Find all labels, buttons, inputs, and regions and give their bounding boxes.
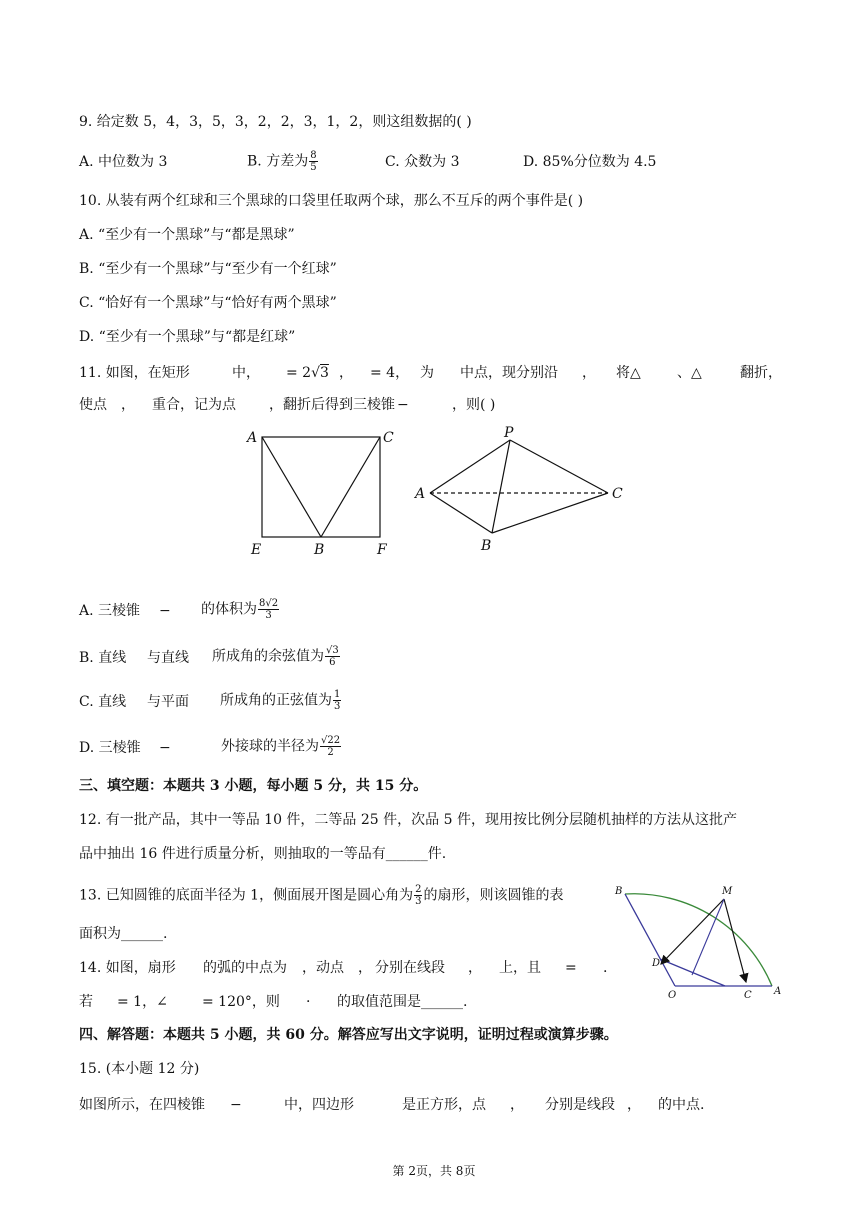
q9-option-b-text: B. 方差为 [247,153,309,170]
q11-s6: 为 [420,365,434,381]
fold-line-ab [262,437,321,537]
page-footer: 第 2页，共 8页 [392,1164,476,1178]
q11-s4: ， [339,365,353,381]
q11-opt-a-post [201,598,280,621]
fold-line-cb [321,437,380,537]
q14-l1f: ， [468,960,482,976]
radius-ob [625,894,675,986]
q13-fraction [414,884,422,907]
label-c: C [383,430,394,446]
q11-option-c [79,689,479,715]
fraction-denominator: 3 [265,610,272,621]
q12-line1: 12. 有一批产品，其中一等品 10 件，二等品 25 件，次品 5 件，现用按比例分层随机抽样的方法从这批产 [79,812,737,828]
q14-l2d: · [306,994,311,1010]
q11-opt-b-post [212,645,341,668]
q11-s11: 翻折， [740,365,782,381]
q11-opt-c-post-text: 所成角的正弦值为 [220,692,332,709]
q11-opt-b-post-text: 所成角的余弦值为 [212,648,324,665]
section-4-heading: 四、解答题：本题共 5 小题，共 60 分。解答应写出文字说明，证明过程或演算步骤。 [79,1027,618,1043]
q11-stem-line1 [79,363,782,383]
q11-option-b [79,645,479,671]
q11-opt-a-fraction [258,598,279,621]
q13-l1-pre: 13. 已知圆锥的底面半径为 1，侧面展开图是圆心角为 [79,887,414,904]
q15-heading: 15. (本小题 12 分) [79,1061,200,1077]
q15-l1b: − [230,1097,242,1113]
q14-line2 [79,992,619,1012]
q11-s8: ， [582,365,596,381]
q14-l1b: 的弧的中点为 [203,960,287,976]
fraction-numerator: √3 [326,645,339,656]
q15-l1f: 分别是线段 [545,1097,615,1113]
fraction-numerator: 8 [310,150,317,161]
fraction-denominator: 6 [329,657,336,668]
q11-opt-c-pre: C. 直线 [79,694,127,710]
q11-l2e: − [397,397,409,413]
segment-m-inner [692,899,724,975]
edge-ab [430,493,492,533]
q11-l2d: ，翻折后得到三棱锥 [269,397,395,413]
q11-opt-d-dash: − [159,740,171,756]
q13-line1 [79,884,563,907]
sector-arc [625,894,772,986]
q11-s10: 、△ [677,365,702,381]
label-b: B [481,538,492,554]
rectangle-outline [262,437,380,537]
q9-stem: 9. 给定数 5，4，3，5，3，2，2，3，1，2，则这组数据的( ) [79,114,472,130]
label-o: O [668,990,677,1001]
q11-opt-c-post [220,689,342,712]
q10-option-a: A. “至少有一个黑球”与“都是黑球” [79,227,295,243]
sqrt-sign: √ [311,365,321,381]
q10-stem: 10. 从装有两个红球和三个黑球的口袋里任取两个球，那么不互斥的两个事件是( ) [79,193,584,209]
q11-opt-c-mid: 与平面 [147,694,189,710]
label-a: A [415,486,426,502]
q11-l2b: ， [121,397,135,413]
q11-opt-d-post [221,735,342,758]
q14-l2a: 若 [79,994,93,1010]
q11-s1: 11. 如图，在矩形 [79,365,190,381]
q14-l1g: 上，且 [499,960,541,976]
q14-l1c: ，动点 [302,960,344,976]
q11-opt-d-post-text: 外接球的半径为 [221,738,319,755]
q11-opt-d-pre: D. 三棱锥 [79,740,141,756]
q9-option-b [247,150,319,173]
label-a: A [247,430,258,446]
label-m: M [722,886,733,897]
q11-rectangle-figure [240,425,410,565]
edge-pc [510,440,608,493]
q15-line1 [79,1095,739,1115]
q11-s3 [286,363,329,383]
q11-option-a [79,598,479,624]
label-p: P [504,425,514,441]
label-d: D [652,958,661,969]
q11-l2c: 重合，记为点 [152,397,236,413]
q14-l1i: . [603,960,608,976]
q15-l1a: 如图所示，在四棱锥 [79,1097,205,1113]
q11-opt-b-fraction [325,645,340,668]
q11-option-d [79,735,479,761]
q14-l1d: ， [358,960,372,976]
q11-l2f: ，则( ) [452,397,496,413]
q14-l1h: = [565,960,577,976]
vector-md [661,899,724,964]
edge-ap [430,440,510,493]
label-f: F [377,542,387,558]
q14-sector-figure [612,882,792,1007]
edge-pb [492,440,510,533]
q11-opt-a-pre: A. 三棱锥 [79,603,141,619]
label-c: C [612,486,623,502]
fraction-numerator: √22 [321,735,341,746]
q10-option-c: C. “恰好有一个黑球”与“恰好有两个黑球” [79,295,337,311]
q9-option-d: D. 85%分位数为 4.5 [523,154,657,170]
fraction-denominator: 2 [327,747,334,758]
fraction-numerator: 2 [415,884,422,895]
edge-bc [492,493,608,533]
q11-opt-c-fraction [333,689,341,712]
fraction-numerator: 1 [334,689,341,700]
q11-tetrahedron-figure [410,420,640,560]
fraction-denominator: 3 [415,896,422,907]
q11-s2: 中， [232,365,260,381]
q11-s3-radicand: 3 [320,365,329,381]
q13-l1-post: 的扇形，则该圆锥的表 [423,887,564,904]
q11-opt-b-pre: B. 直线 [79,650,127,666]
q14-l2e: 的取值范围是______. [337,994,468,1010]
q11-opt-b-mid: 与直线 [147,650,189,666]
q11-opt-a-dash: − [159,603,171,619]
q11-opt-a-post-text: 的体积为 [201,601,257,618]
q12-line2: 品中抽出 16 件进行质量分析，则抽取的一等品有______件. [79,846,447,862]
q11-s5: = 4， [370,365,410,381]
q10-option-d: D. “至少有一个黑球”与“都是红球” [79,329,296,345]
fraction-numerator: 8√2 [259,598,279,609]
q15-l1d: 是正方形，点 [402,1097,486,1113]
q9-option-c: C. 众数为 3 [385,154,460,170]
q15-l1g: ， [627,1097,641,1113]
q11-s3-text: = 2 [286,365,312,381]
q11-s9: 将△ [616,365,641,381]
label-b: B [314,542,325,558]
q9-option-b-fraction [309,150,317,173]
q11-s7: 中点，现分别沿 [460,365,558,381]
q14-line1 [79,958,619,978]
q11-stem-line2 [79,395,579,415]
label-c: C [744,990,752,1001]
q15-l1e: ， [510,1097,524,1113]
q15-l1c: 中，四边形 [284,1097,354,1113]
label-e: E [251,542,262,558]
label-a: A [774,986,782,997]
fraction-denominator: 5 [310,162,317,173]
q9-option-a: A. 中位数为 3 [79,154,168,170]
q10-option-b: B. “至少有一个黑球”与“至少有一个红球” [79,261,337,277]
section-3-heading: 三、填空题：本题共 3 小题，每小题 5 分，共 15 分。 [79,778,428,794]
fraction-denominator: 3 [334,701,341,712]
label-b: B [615,886,623,897]
q11-opt-d-fraction [320,735,341,758]
q14-l1a: 14. 如图，扇形 [79,960,176,976]
q13-line2: 面积为______. [79,926,168,942]
q15-l1h: 的中点. [658,1097,705,1113]
q14-l2b: = 1，∠ [117,994,168,1010]
q14-l2c: = 120°，则 [202,994,280,1010]
q11-l2a: 使点 [79,397,107,413]
q14-l1e: 分别在线段 [375,960,445,976]
